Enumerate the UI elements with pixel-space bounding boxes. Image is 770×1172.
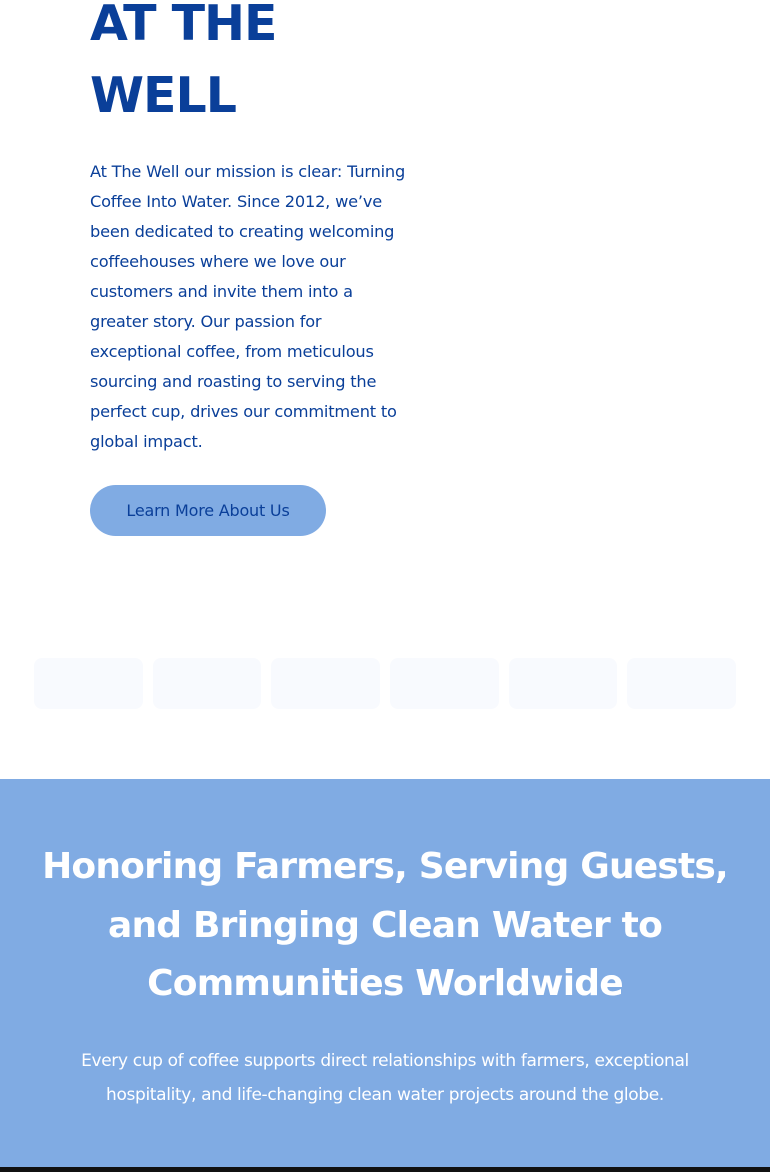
partner-logo-row xyxy=(34,658,736,709)
partner-logo-placeholder xyxy=(509,658,618,709)
partner-logo-placeholder xyxy=(627,658,736,709)
mission-text: At The Well our mission is clear: Turning Coffee Into Water. Since 2012, we’ve been dedicated to creating welcoming coffeehouses where we love our customers and invite them into a greater story. Our passion for exceptional coffee, from meticulous sourcing and roasting to serving the perfect cup, drives our commitment to global impact. xyxy=(90,162,406,451)
partner-logo-placeholder xyxy=(34,658,143,709)
about-title-line-2: WELL xyxy=(90,67,236,124)
partner-logo-placeholder xyxy=(390,658,499,709)
impact-description: Every cup of coffee supports direct relationships with farmers, exceptional hospitality, and life-changing clean water projects around the globe. xyxy=(81,1051,689,1105)
bottom-divider xyxy=(0,1167,770,1172)
about-title xyxy=(90,0,420,132)
impact-banner xyxy=(0,779,770,1167)
partner-logo-placeholder xyxy=(153,658,262,709)
impact-heading: Honoring Farmers, Serving Guests, and Bringing Clean Water to Communities Worldwide xyxy=(42,846,728,1004)
about-title-line-1: AT THE xyxy=(90,0,277,52)
learn-more-button[interactable]: Learn More About Us xyxy=(90,485,326,536)
partner-logo-placeholder xyxy=(271,658,380,709)
